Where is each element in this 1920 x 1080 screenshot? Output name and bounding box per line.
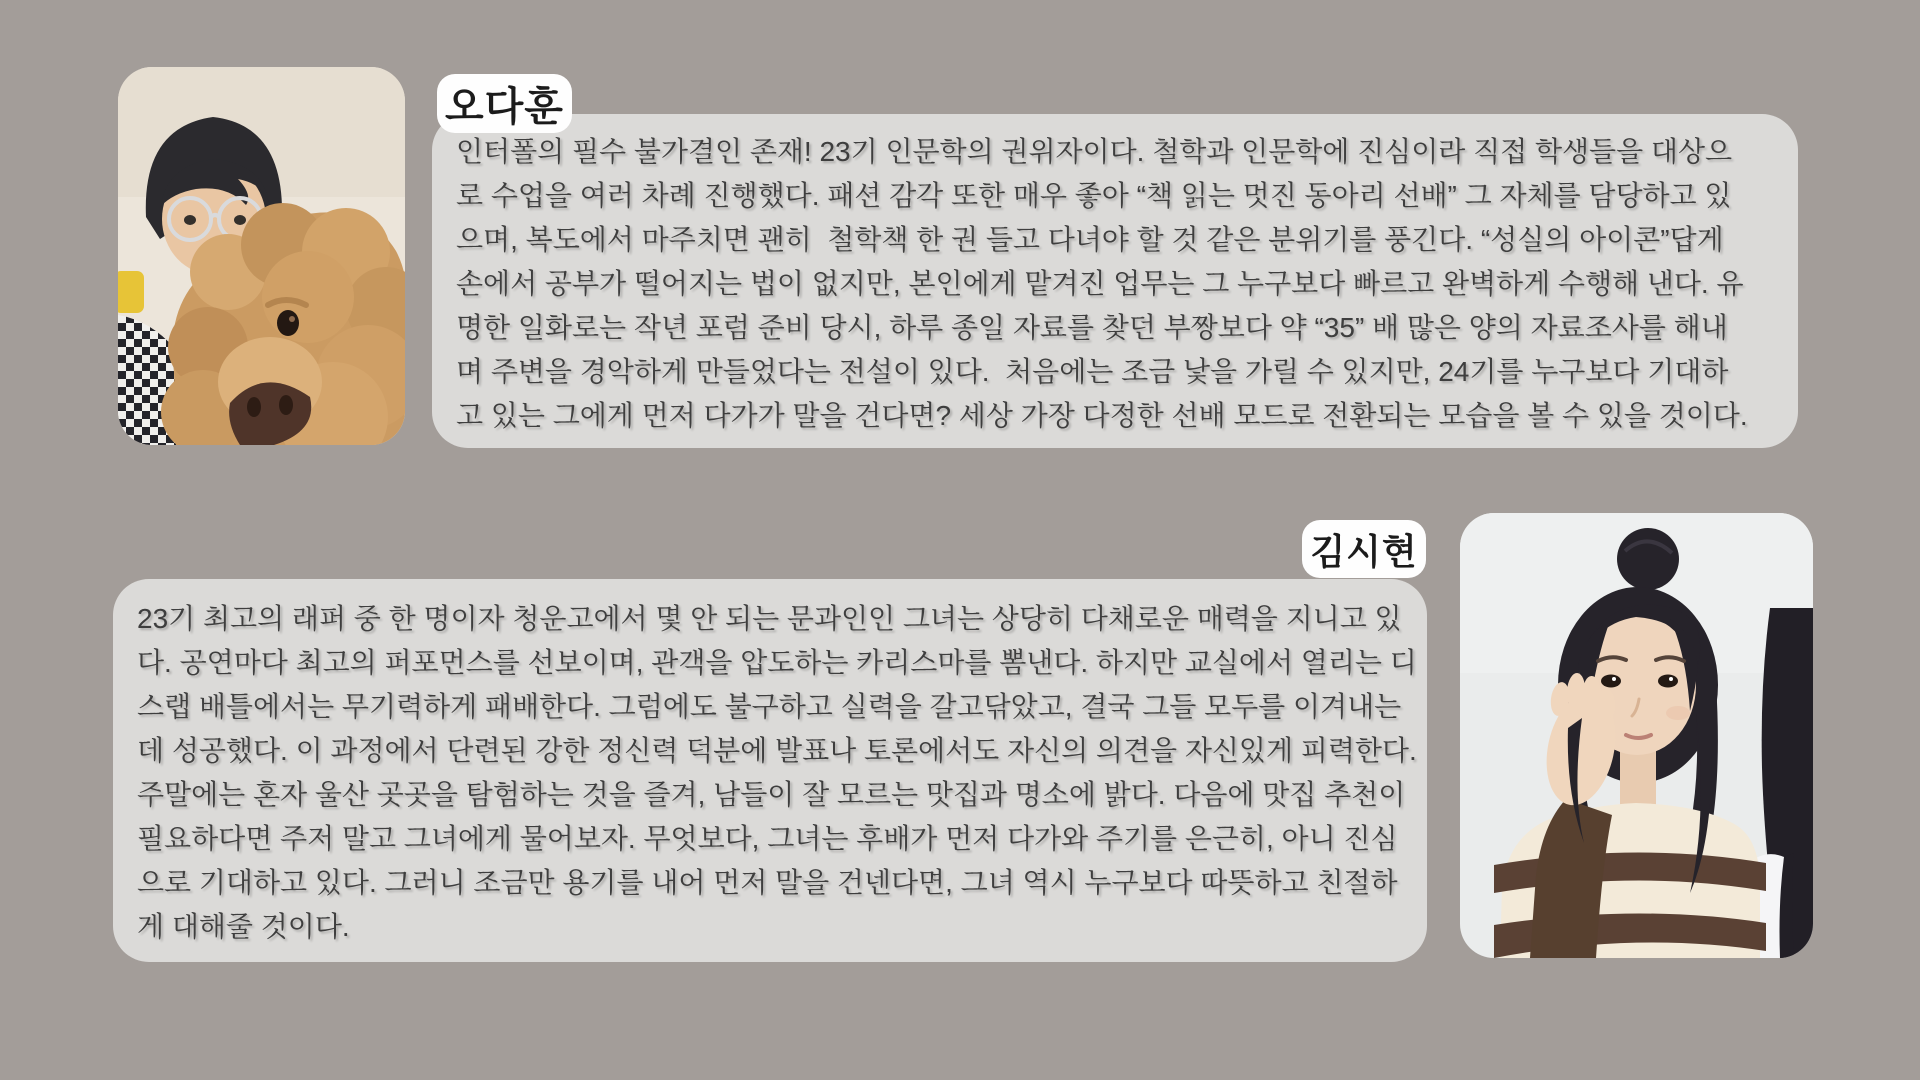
description-line: 고 있는 그에게 먼저 다가가 말을 건다면? 세상 가장 다정한 선배 모드로 전환되는 모습을 볼 수 있을 것이다. [456,400,1748,431]
profile-photo-odahun [118,67,405,445]
profile-description-odahun [432,114,1798,448]
name-tag-odahun [437,74,572,133]
description-line: 손에서 공부가 떨어지는 법이 없지만, 본인에게 맡겨진 업무는 그 누구보다 빠르고 완벽하게 수행해 낸다. 유 [456,268,1744,299]
description-line: 며 주변을 경악하게 만들었다는 전설이 있다. 처음에는 조금 낯을 가릴 수 있지만, 24기를 누구보다 기대하 [456,356,1729,387]
description-line: 다. 공연마다 최고의 퍼포먼스를 선보이며, 관객을 압도하는 카리스마를 뽐낸다. 하지만 교실에서 열리는 디 [137,647,1417,678]
description-line: 로 수업을 여러 차례 진행했다. 패션 감각 또한 매우 좋아 “책 읽는 멋진 동아리 선배” 그 자체를 담당하고 있 [456,180,1732,211]
description-line: 게 대해줄 것이다. [137,911,350,942]
description-line: 명한 일화로는 작년 포럼 준비 당시, 하루 종일 자료를 찾던 부짱보다 약 “35” 배 많은 양의 자료조사를 해내 [456,312,1728,343]
description-line: 인터폴의 필수 불가결인 존재! 23기 인문학의 권위자이다. 철학과 인문학에 진심이라 직접 학생들을 대상으 [456,136,1733,167]
profile-name-odahun: 오다훈 [445,85,564,129]
description-line: 데 성공했다. 이 과정에서 단련된 강한 정신력 덕분에 발표나 토론에서도 자신의 의견을 자신있게 피력한다. [137,735,1417,766]
man-and-poodle-illustration [118,67,405,445]
description-line: 주말에는 혼자 울산 곳곳을 탐험하는 것을 즐겨, 남들이 잘 모르는 맛집과 명소에 밝다. 다음에 맛집 추천이 [137,779,1406,810]
profile-photo-kimsihyun [1460,513,1813,958]
profile-description-kimsihyun [113,579,1427,962]
name-tag-kimsihyun [1302,520,1426,578]
description-line: 스랩 배틀에서는 무기력하게 패배한다. 그럼에도 불구하고 실력을 갈고닦았고, 결국 그들 모두를 이겨내는 [137,691,1402,722]
description-line: 필요하다면 주저 말고 그녀에게 물어보자. 무엇보다, 그녀는 후배가 먼저 다가와 주기를 은근히, 아니 진심 [137,823,1398,854]
description-line: 으로 기대하고 있다. 그러니 조금만 용기를 내어 먼저 말을 건넨다면, 그녀 역시 누구보다 따뜻하고 친절하 [137,867,1398,898]
description-line: 23기 최고의 래퍼 중 한 명이자 청운고에서 몇 안 되는 문과인인 그녀는 상당히 다채로운 매력을 지니고 있 [137,603,1402,634]
description-line: 으며, 복도에서 마주치면 괜히 철학책 한 권 들고 다녀야 할 것 같은 분위기를 풍긴다. “성실의 아이콘”답게 [456,224,1724,255]
girl-portrait-illustration [1460,513,1813,958]
profile-name-kimsihyun: 김시현 [1310,530,1418,572]
